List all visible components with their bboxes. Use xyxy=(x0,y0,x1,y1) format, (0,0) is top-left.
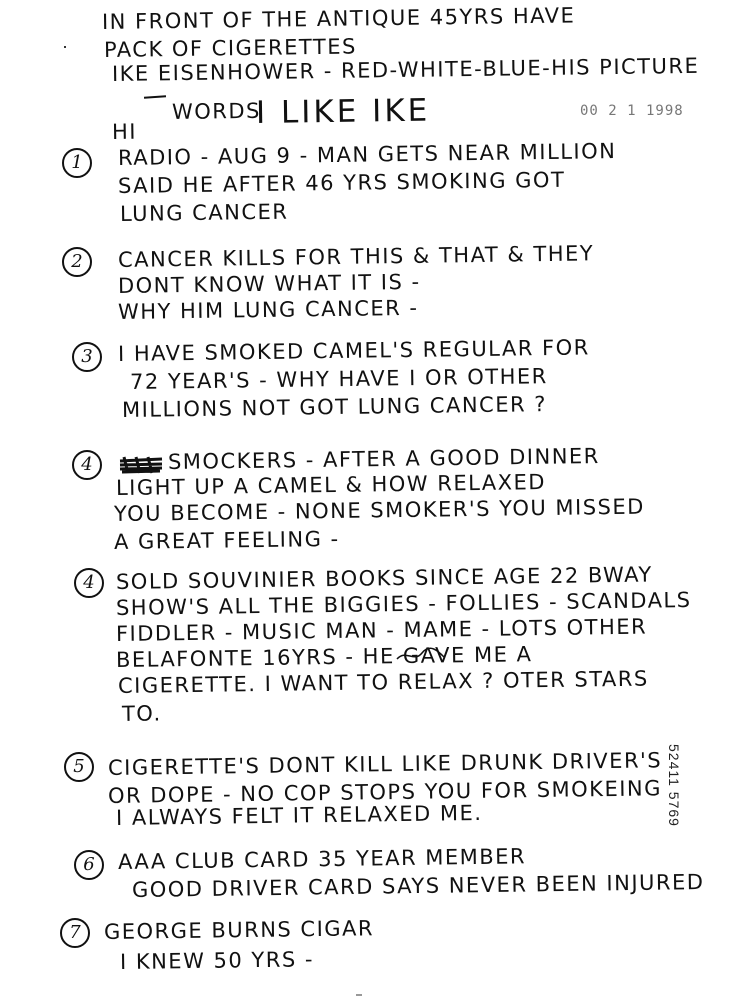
item-2-line-1: CANCER KILLS FOR THIS & THAT & THEY xyxy=(117,241,595,272)
item-5-line-4: BELAFONTE 16YRS - HE GAVE ME A xyxy=(115,642,533,672)
item-6-line-1: CIGERETTE'S DONT KILL LIKE DRUNK DRIVER'S xyxy=(107,748,663,780)
item-8-line-2: I KNEW 50 YRS - xyxy=(119,947,315,974)
header-slogan: I LIKE IKE xyxy=(255,92,431,131)
dash-mark xyxy=(144,95,166,99)
item-7-line-1: AAA CLUB CARD 35 YEAR MEMBER xyxy=(117,844,527,874)
item-3-line-2: 72 YEAR'S - WHY HAVE I OR OTHER xyxy=(129,364,548,394)
header-words-label: WORDS xyxy=(171,98,262,124)
item-5-line-6: TO. xyxy=(121,701,162,726)
item-2-line-2: DONT KNOW WHAT IT IS - xyxy=(117,269,421,298)
item-marker-1: 1 xyxy=(62,148,92,178)
item-4-line-2: LIGHT UP A CAMEL & HOW RELAXED xyxy=(115,469,547,500)
item-3-line-1: I HAVE SMOKED CAMEL'S REGULAR FOR xyxy=(117,335,590,366)
header-line-1: IN FRONT OF THE ANTIQUE 45YRS HAVE xyxy=(101,3,576,34)
overwritten-word-mark xyxy=(394,645,446,665)
date-received-stamp: 00 2 1 1998 xyxy=(580,103,684,119)
item-4-line-3: YOU BECOME - NONE SMOKER'S YOU MISSED xyxy=(113,494,645,526)
scan-speck xyxy=(356,994,362,996)
bates-number: 52411 5769 xyxy=(666,744,682,827)
item-5-line-1: SOLD SOUVINIER BOOKS SINCE AGE 22 BWAY xyxy=(115,562,653,594)
item-6-line-2: OR DOPE - NO COP STOPS YOU FOR SMOKEING xyxy=(107,776,663,808)
greeting: HI xyxy=(111,119,138,144)
item-1-line-1: RADIO - AUG 9 - MAN GETS NEAR MILLION xyxy=(117,139,617,170)
item-5-line-3: FIDDLER - MUSIC MAN - MAME - LOTS OTHER xyxy=(115,614,648,646)
item-4-line-4: A GREAT FEELING - xyxy=(113,526,340,554)
item-marker-5: 5 xyxy=(64,752,94,782)
item-3-line-3: MILLIONS NOT GOT LUNG CANCER ? xyxy=(121,392,548,422)
item-marker-4b: 4 xyxy=(74,568,104,598)
crossed-out-word-scribble xyxy=(118,455,164,475)
item-8-line-1: GEORGE BURNS CIGAR xyxy=(103,916,375,944)
item-7-line-2: GOOD DRIVER CARD SAYS NEVER BEEN INJURED xyxy=(131,870,705,902)
item-1-line-2: SAID HE AFTER 46 YRS SMOKING GOT xyxy=(117,167,566,198)
header-line-3: IKE EISENHOWER - RED-WHITE-BLUE-HIS PICTURE xyxy=(111,53,700,86)
item-marker-3: 3 xyxy=(72,342,102,372)
item-1-line-3: LUNG CANCER xyxy=(119,199,289,226)
header-line-2: PACK OF CIGERETTES xyxy=(103,34,357,62)
item-5-line-5: CIGERETTE. I WANT TO RELAX ? OTER STARS xyxy=(117,666,649,698)
item-marker-2: 2 xyxy=(62,247,92,277)
item-marker-7: 7 xyxy=(60,918,90,948)
ink-dot xyxy=(64,46,66,48)
item-4-line-1: SMOCKERS - AFTER A GOOD DINNER xyxy=(167,443,600,474)
item-6-line-3: I ALWAYS FELT IT RELAXED ME. xyxy=(115,800,483,830)
item-marker-6: 6 xyxy=(74,850,104,880)
item-5-line-2: SHOW'S ALL THE BIGGIES - FOLLIES - SCANDALS xyxy=(115,587,692,620)
item-marker-4: 4 xyxy=(72,450,102,480)
item-2-line-3: WHY HIM LUNG CANCER - xyxy=(117,295,419,324)
